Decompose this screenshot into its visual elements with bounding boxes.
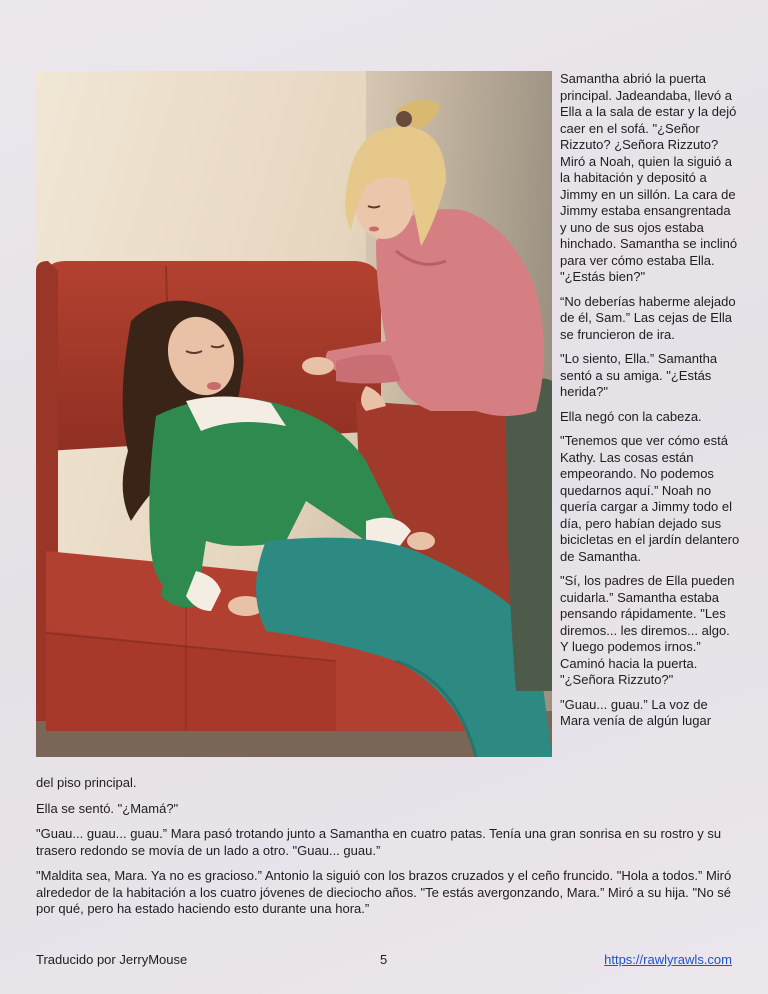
side-text-column — [560, 71, 740, 738]
side-paragraph: Samantha abrió la puerta principal. Jadeandaba, llevó a Ella a la sala de estar y la dejó caer en el sofá. "¿Señor Rizzuto? ¿Señora Rizzuto? Miró a Noah, quien la siguió a la habitación y depositó a Jimmy en un sillón. La cara de Jimmy estaba ensangrentada y uno de sus ojos estaba hinchado. Samantha se inclinó para ver cómo estaba Ella. "¿Estás bien?" — [560, 71, 738, 284]
side-paragraph: "Tenemos que ver cómo está Kathy. Las cosas están empeorando. No podemos quedarnos aquí.” Noah no quería cargar a Jimmy todo el día, pero habían dejado sus bicicletas en el jardín delantero de Samantha. — [560, 433, 740, 564]
translator-credit: Traducido por JerryMouse — [36, 952, 188, 967]
website-link[interactable]: https://rawlyrawls.com — [604, 952, 732, 967]
body-paragraph: "Guau... guau... guau.” Mara pasó trotando junto a Samantha en cuatro patas. Tenía una gran sonrisa en su rostro y su trasero redondo se movía de un lado a otro. "Guau... guau.” — [36, 826, 722, 858]
full-width-text — [36, 775, 736, 927]
body-paragraph: Ella se sentó. "¿Mamá?" — [36, 800, 179, 816]
page-footer — [36, 952, 732, 972]
side-paragraph: Ella negó con la cabeza. — [560, 408, 702, 424]
side-paragraph: "Sí, los padres de Ella pueden cuidarla.” Samantha estaba pensando rápidamente. "Les diremos... les diremos... algo. Y luego podemos irnos.” Caminó hacia la puerta. "¿Señora Rizzuto?" — [560, 573, 735, 687]
side-paragraph: “No deberías haberme alejado de él, Sam.” Las cejas de Ella se fruncieron de ira. — [560, 293, 736, 342]
body-paragraph: "Maldita sea, Mara. Ya no es gracioso.” Antonio la siguió con los brazos cruzados y el ceño fruncido. "Hola a todos.” Miró alrededor de la habitación a los cuatro jóvenes de dieciocho años. "Te estás avergonzando, Mara.” Miró a su hija. "No sé por qué, pero ha estado haciendo esto durante una hora.” — [36, 868, 732, 916]
body-paragraph: del piso principal. — [36, 775, 137, 790]
side-paragraph: "Guau... guau.” La voz de Mara venía de algún lugar — [560, 696, 712, 728]
page-number: 5 — [380, 952, 388, 967]
side-paragraph: "Lo siento, Ella.” Samantha sentó a su amiga. "¿Estás herida?" — [560, 351, 718, 399]
story-illustration — [36, 71, 552, 757]
